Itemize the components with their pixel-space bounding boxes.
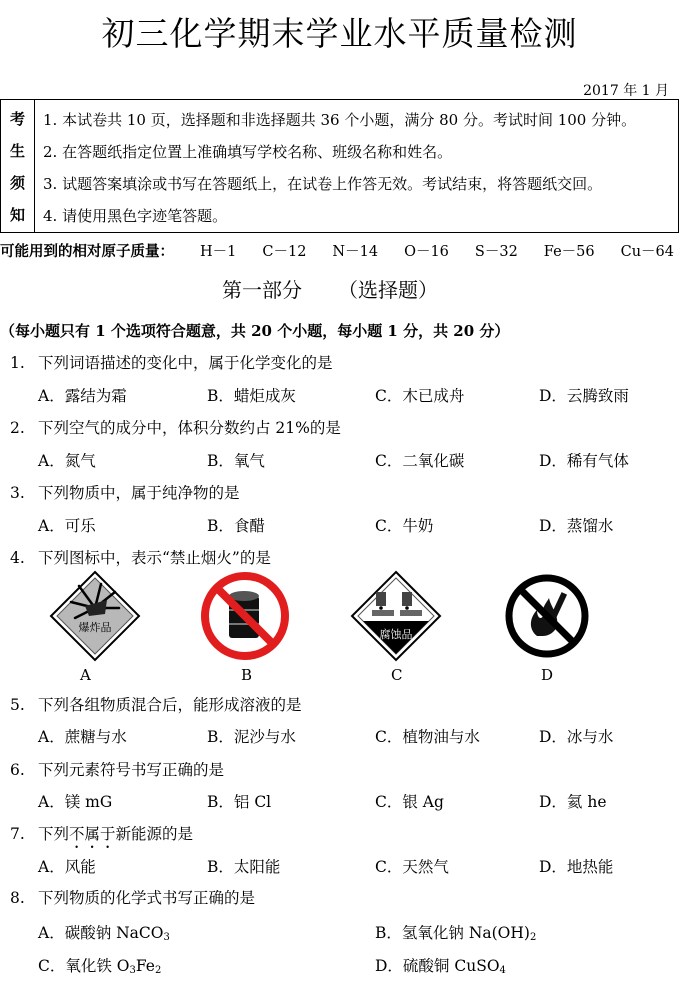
option: D．冰与水: [539, 728, 614, 746]
question-number: 1.: [10, 354, 25, 372]
option: D．云腾致雨: [539, 387, 629, 405]
option: C．银 Ag: [375, 793, 444, 811]
notice-side-char: 生: [10, 142, 26, 160]
notice-item: 2. 在答题纸指定位置上准确填写学校名称、班级名称和姓名。: [43, 143, 453, 161]
atomic-mass-item: Fe－56: [543, 244, 595, 260]
question-text-post: 新能源的是: [115, 825, 194, 843]
notice-item: 1. 本试卷共 10 页，选择题和非选择题共 36 个小题，满分 80 分。考试时间 100 分钟。: [43, 111, 637, 129]
option: B．氧气: [207, 452, 265, 470]
question: [10, 546, 271, 568]
question-number: 5.: [10, 696, 25, 714]
option: [38, 921, 170, 943]
option-subscript: 3: [163, 932, 170, 943]
option: A．风能: [38, 858, 96, 876]
question: [10, 481, 240, 503]
question-text: 下列各组物质混合后，能形成溶液的是: [38, 696, 302, 714]
option-text: C．氧化铁 O: [38, 957, 130, 975]
question: [10, 758, 224, 780]
option-text: D．硫酸铜 CuSO: [375, 957, 500, 975]
icon-label: 爆炸品: [78, 621, 112, 634]
atomic-mass-item: O－16: [404, 244, 449, 260]
option-letter: C: [391, 666, 403, 684]
question-text: 下列元素符号书写正确的是: [38, 761, 225, 779]
question-number: 7.: [10, 825, 25, 843]
option: D．稀有气体: [539, 452, 629, 470]
option: A．露结为霜: [38, 387, 127, 405]
atomic-mass-item: C－12: [262, 244, 307, 260]
option: B．蜡炬成灰: [207, 387, 296, 405]
explosive-icon: [49, 570, 141, 662]
notice-side-char: 须: [10, 174, 26, 192]
part-title: 第一部分: [222, 278, 302, 302]
option: B．食醋: [207, 517, 265, 535]
question-number: 6.: [10, 761, 25, 779]
notice-item: 3. 试题答案填涂或书写在答题纸上，在试卷上作答无效。考试结束，将答题纸交回。: [43, 175, 603, 193]
option: D．氦 he: [539, 793, 607, 811]
option: A．可乐: [38, 517, 96, 535]
part-heading: [222, 274, 438, 303]
option: D．蒸馏水: [539, 517, 614, 535]
option-subscript: 4: [499, 965, 506, 976]
corrosive-icon: [350, 570, 442, 662]
question-number: 2.: [10, 419, 25, 437]
option-subscript: 2: [529, 932, 537, 943]
atomic-mass-item: S－32: [474, 244, 518, 260]
atomic-mass-label: 可能用到的相对原子质量：: [0, 243, 174, 260]
icon-label: 腐蚀品: [379, 628, 413, 641]
notice-item: 4. 请使用黑色字迹笔答题。: [43, 207, 228, 225]
no-flammable-barrel-icon: [199, 570, 291, 662]
option: D．地热能: [539, 858, 614, 876]
question-text: 下列物质的化学式书写正确的是: [38, 889, 256, 907]
atomic-mass-line: [0, 240, 674, 261]
option-text: B．氢氧化钠 Na(OH): [375, 924, 530, 942]
notice-side-char: 知: [10, 206, 26, 224]
option-letter: A: [80, 666, 91, 684]
question: [10, 822, 193, 852]
page-title: 初三化学期末学业水平质量检测: [101, 14, 578, 53]
question-text-emphasis: 不属于: [69, 825, 116, 843]
question-text: 下列物质中，属于纯净物的是: [38, 484, 240, 502]
atomic-mass-item: Cu－64: [620, 244, 674, 260]
option: B．泥沙与水: [207, 728, 296, 746]
option: A．氮气: [38, 452, 96, 470]
option: C．木已成舟: [375, 387, 465, 405]
option-text: Fe: [135, 957, 155, 975]
option: [38, 954, 161, 976]
notice-side-char: 考: [10, 110, 26, 128]
option: A．镁 mG: [38, 793, 113, 811]
option: B．铝 Cl: [207, 793, 272, 811]
option-letter: B: [241, 666, 253, 684]
question: [10, 416, 341, 438]
option: [375, 954, 506, 976]
exam-date: 2017 年 1 月: [583, 83, 669, 99]
part-instruction: （每小题只有 1 个选项符合题意，共 20 个小题，每小题 1 分，共 20 分）: [0, 322, 510, 340]
question-text: 下列图标中，表示“禁止烟火”的是: [38, 549, 271, 567]
question-number: 8.: [10, 889, 25, 907]
question-text-pre: 下列: [38, 825, 70, 843]
option-subscript: 3: [129, 965, 136, 976]
atomic-mass-item: N－14: [332, 244, 379, 260]
option: [375, 921, 536, 943]
option: B．太阳能: [207, 858, 281, 876]
option: C．天然气: [375, 858, 449, 876]
option: C．植物油与水: [375, 728, 480, 746]
atomic-mass-item: H－1: [200, 244, 237, 260]
notice-side-label: [1, 100, 35, 232]
option: C．牛奶: [375, 517, 434, 535]
question-number: 4.: [10, 549, 25, 567]
question: [10, 886, 255, 908]
option-text: A．碳酸钠 NaCO: [38, 924, 164, 942]
option-letter: D: [541, 666, 554, 684]
option: A．蔗糖与水: [38, 728, 127, 746]
option-subscript: 2: [154, 965, 162, 976]
option: C．二氧化碳: [375, 452, 465, 470]
part-subtitle: （选择题）: [338, 278, 438, 302]
question: [10, 351, 333, 373]
question: [10, 693, 302, 715]
question-text: 下列词语描述的变化中，属于化学变化的是: [38, 354, 333, 372]
question-number: 3.: [10, 484, 25, 502]
no-fire-icon: [501, 570, 593, 662]
question-text: 下列空气的成分中，体积分数约占 21%的是: [38, 419, 341, 437]
notice-box: [0, 99, 679, 233]
